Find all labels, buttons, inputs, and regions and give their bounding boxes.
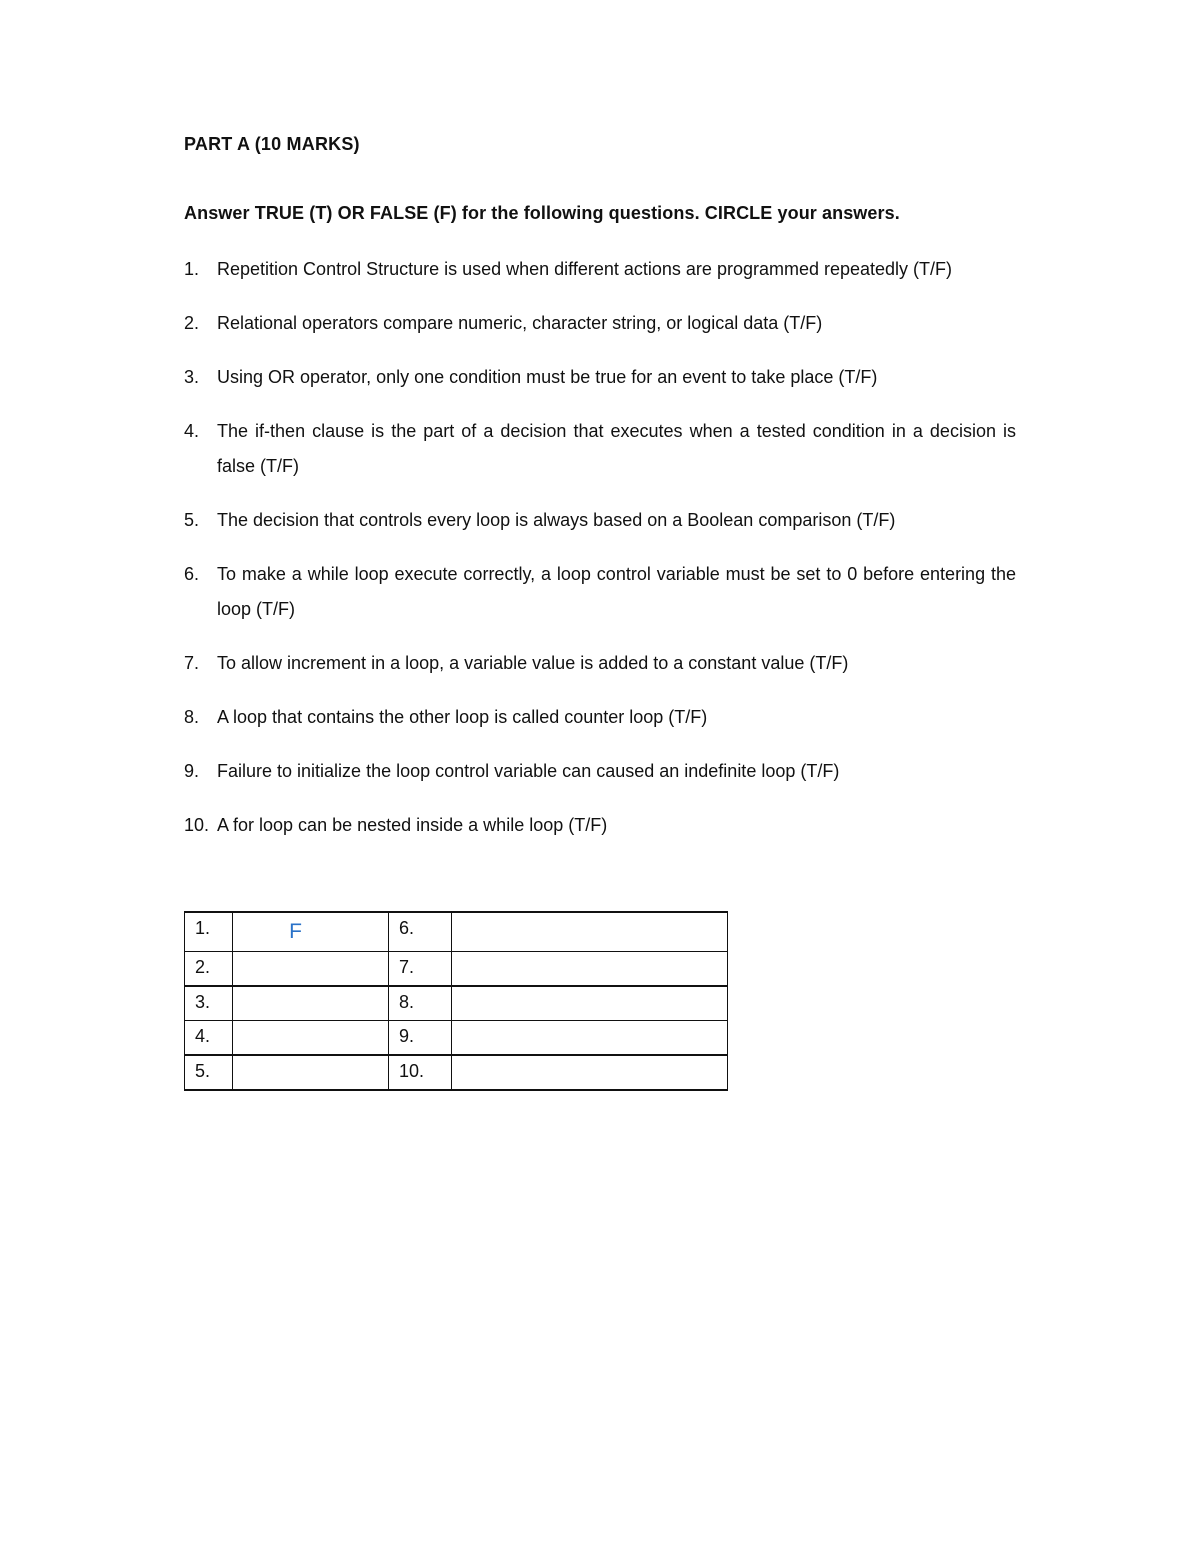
question-text: To make a while loop execute correctly, a loop control variable must be set to 0 before entering the loop (T/F) [217,564,1016,619]
answer-cell[interactable] [233,1021,389,1056]
answer-row [185,1055,728,1090]
answer-number-cell: 4. [185,1021,233,1056]
instructions: Answer TRUE (T) OR FALSE (F) for the following questions. CIRCLE your answers. [184,203,900,223]
answer-number-cell: 2. [185,952,233,987]
answer-number-cell: 9. [389,1021,452,1056]
question-list [184,252,1016,862]
question-number: 7. [184,653,200,673]
question-number: 4. [184,421,200,441]
answer-number-cell: 6. [389,912,452,952]
question-number: 1. [184,259,200,279]
question-item [184,557,1016,627]
question-number: 2. [184,313,200,333]
answer-row [185,912,728,952]
question-number: 5. [184,510,200,530]
answer-table [184,911,728,1091]
answer-row [185,986,728,1021]
answer-number-cell: 3. [185,986,233,1021]
question-text: A loop that contains the other loop is called counter loop (T/F) [217,707,708,727]
question-text: To allow increment in a loop, a variable value is added to a constant value (T/F) [217,653,849,673]
question-text: Failure to initialize the loop control variable can caused an indefinite loop (T/F) [217,761,840,781]
question-item [184,700,1016,735]
question-item [184,754,1016,789]
answer-cell[interactable] [452,912,728,952]
question-text: Relational operators compare numeric, character string, or logical data (T/F) [217,313,823,333]
question-item [184,503,1016,538]
question-item [184,360,1016,395]
question-text: A for loop can be nested inside a while loop (T/F) [217,815,608,835]
answer-number-cell: 1. [185,912,233,952]
question-text: Repetition Control Structure is used when different actions are programmed repeatedly (T/F) [217,259,953,279]
question-text: The decision that controls every loop is always based on a Boolean comparison (T/F) [217,510,896,530]
section-heading: PART A (10 MARKS) [184,134,360,154]
question-number: 8. [184,707,200,727]
answer-number-cell: 7. [389,952,452,987]
question-text: The if-then clause is the part of a decision that executes when a tested condition in a decision is false (T/F) [217,421,1016,476]
answer-row [185,1021,728,1056]
answer-mark: F [289,920,302,943]
answer-cell[interactable] [452,952,728,987]
question-number: 3. [184,367,200,387]
answer-row [185,952,728,987]
answer-cell[interactable] [233,1055,389,1090]
question-item [184,252,1016,287]
question-text: Using OR operator, only one condition must be true for an event to take place (T/F) [217,367,878,387]
question-number: 9. [184,761,200,781]
answer-number-cell: 5. [185,1055,233,1090]
answer-cell[interactable] [233,986,389,1021]
answer-number-cell: 8. [389,986,452,1021]
question-item [184,306,1016,341]
answer-cell[interactable] [452,1021,728,1056]
answer-number-cell: 10. [389,1055,452,1090]
question-number: 10. [184,815,210,835]
question-item [184,808,1016,843]
answer-cell[interactable] [233,912,389,952]
answer-cell[interactable] [233,952,389,987]
question-number: 6. [184,564,200,584]
question-item [184,646,1016,681]
answer-cell[interactable] [452,986,728,1021]
answer-cell[interactable] [452,1055,728,1090]
question-item [184,414,1016,484]
